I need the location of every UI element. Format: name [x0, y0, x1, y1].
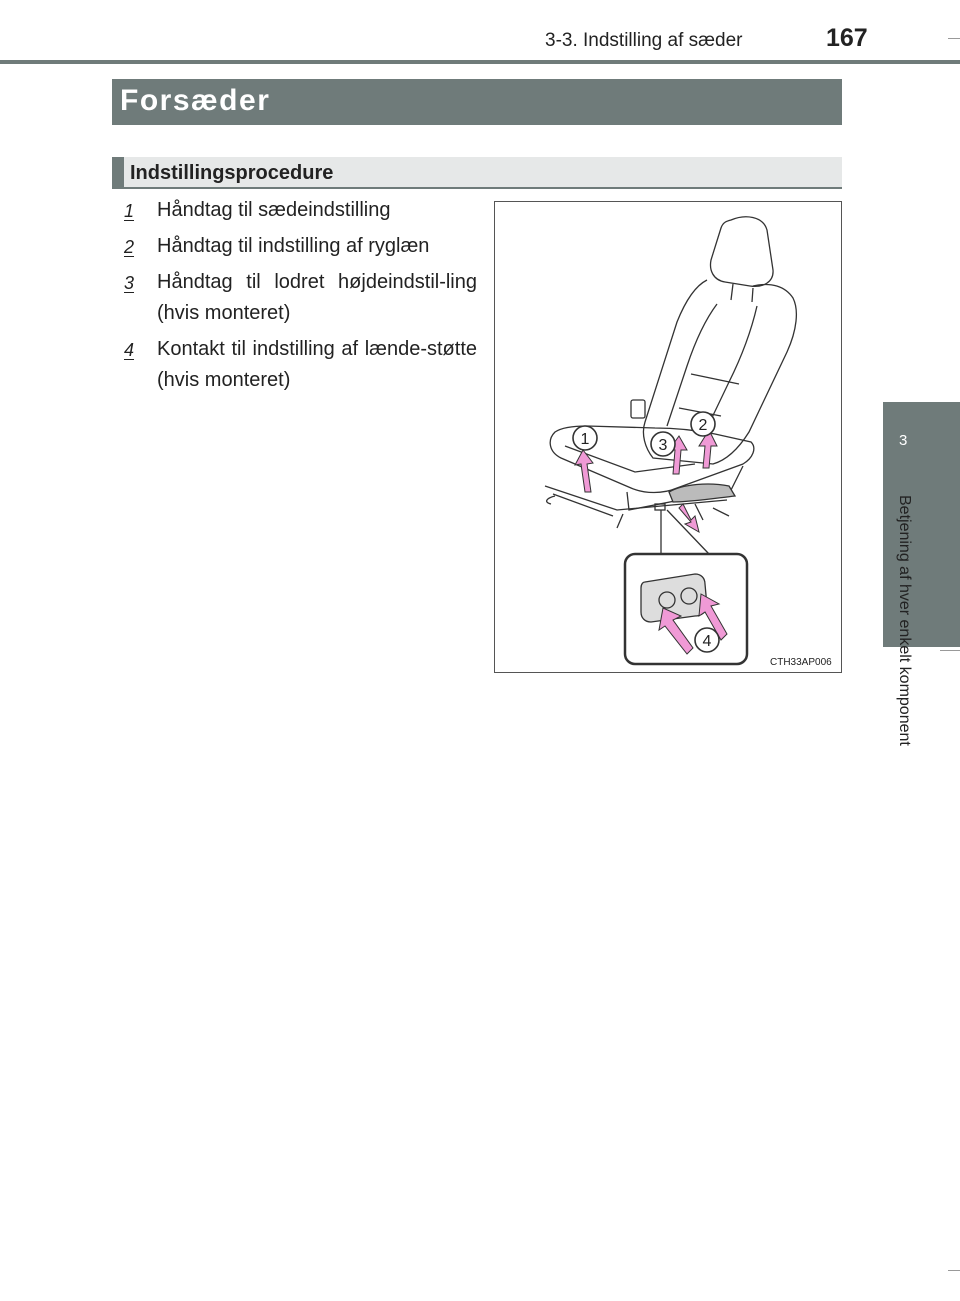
subsection-accent: [112, 157, 124, 189]
crop-mark: [948, 1270, 960, 1271]
seat-illustration: [495, 202, 841, 672]
callout-4: 4: [702, 633, 712, 650]
crop-mark: [948, 38, 960, 39]
crop-mark: [940, 650, 960, 651]
seat-figure: [494, 201, 842, 673]
callout-2: 2: [698, 417, 708, 434]
item-text: Håndtag til indstilling af ryglæn: [157, 235, 430, 257]
item-text: Håndtag til lodret højdeindstil-ling (hvis monteret): [157, 271, 477, 324]
figure-code: CTH33AP006: [770, 657, 832, 668]
item-number: 3: [124, 273, 135, 293]
backrest-bolster: [667, 304, 757, 428]
item-number: 4: [124, 340, 135, 360]
callout-1: 1: [580, 431, 590, 448]
running-header: 3-3. Indstilling af sæder: [545, 30, 743, 51]
header-rule: [0, 60, 960, 64]
item-number: 2: [124, 237, 135, 257]
page-number: 167: [826, 24, 868, 52]
headrest-post: [731, 284, 753, 302]
callout-3: 3: [658, 437, 668, 454]
item-number: 1: [124, 201, 135, 221]
chapter-number: 3: [899, 432, 908, 449]
item-text: Håndtag til sædeindstilling: [157, 199, 391, 221]
belt-buckle: [631, 400, 645, 418]
arrow-3-down: [679, 504, 699, 532]
headrest-shape: [711, 217, 774, 287]
item-text: Kontakt til indstilling af lænde-støtte (hvis monteret): [157, 338, 477, 391]
subsection-title: Indstillingsprocedure: [130, 162, 334, 184]
chapter-label: Betjening af hver enkelt komponent: [896, 495, 913, 746]
section-title: Forsæder: [120, 84, 271, 117]
